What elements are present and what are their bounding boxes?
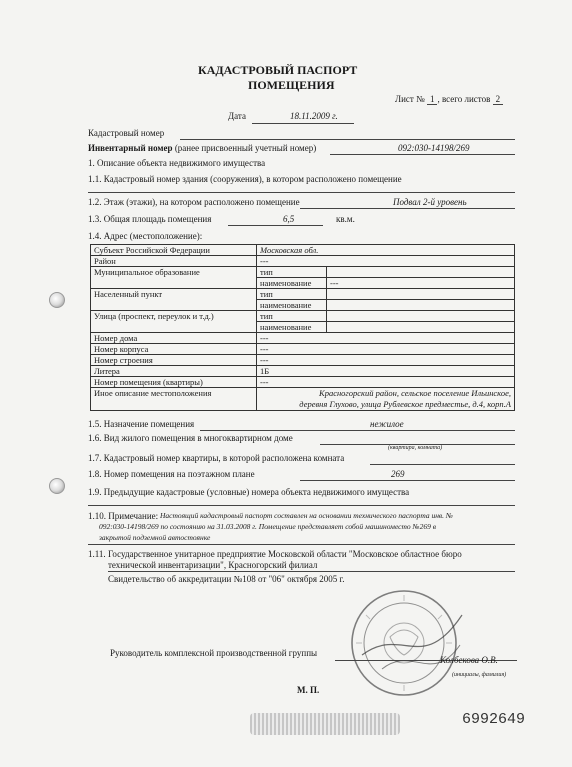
address-row-value: ---: [257, 355, 515, 366]
date-label: Дата: [228, 111, 246, 121]
inventory-number-value: 092:030-14198/269: [398, 143, 470, 153]
document-serial-number: 6992649: [462, 711, 526, 728]
note-line-3: закрытой подземной автостоянке: [99, 533, 211, 542]
punch-hole-bottom: [49, 478, 65, 494]
address-row-label: Номер помещения (квартиры): [91, 377, 257, 388]
date-value: 18.11.2009 г.: [290, 111, 338, 121]
section-1-heading: 1. Описание объекта недвижимого имущества: [88, 158, 266, 168]
document-barcode: [250, 713, 400, 735]
address-row-sublabel: тип: [257, 289, 327, 300]
address-row-label: Литера: [91, 366, 257, 377]
address-row-label: Номер строения: [91, 355, 257, 366]
note-line-1: Настоящий кадастровый паспорт составлен на основании технического паспорта инв. №: [160, 511, 454, 520]
accreditation-line: Свидетельство об аккредитации №108 от "06" октября 2005 г.: [108, 574, 345, 584]
section-1-8-value: 269: [391, 469, 405, 479]
address-row-house: [91, 333, 515, 344]
inventory-number-suffix: (ранее присвоенный учетный номер): [174, 143, 317, 153]
address-table: [90, 244, 515, 411]
title-line-2: ПОМЕЩЕНИЯ: [248, 78, 335, 92]
address-row-label: Номер корпуса: [91, 344, 257, 355]
address-row-label: Населенный пункт: [91, 289, 257, 311]
address-row-sublabel: тип: [257, 267, 327, 278]
section-1-6-label: 1.6. Вид жилого помещения в многоквартирном доме: [88, 433, 293, 443]
title-line-1: КАДАСТРОВЫЙ ПАСПОРТ: [198, 63, 358, 77]
section-1-5-label: 1.5. Назначение помещения: [88, 419, 195, 429]
address-row-other: [91, 388, 515, 411]
section-1-7-label: 1.7. Кадастровый номер квартиры, в которой расположена комната: [88, 453, 345, 463]
cadastral-number-label: Кадастровый номер: [88, 128, 165, 138]
section-1-6-hint: (квартира, комната): [388, 445, 443, 451]
section-1-4-label: 1.4. Адрес (местоположение):: [88, 231, 203, 241]
section-1-3-label: 1.3. Общая площадь помещения: [88, 214, 212, 224]
address-row-subject: [91, 245, 515, 256]
address-row-value: [327, 267, 515, 278]
head-of-group-label: Руководитель комплексной производственной группы: [110, 648, 318, 658]
section-1-5-value: нежилое: [370, 419, 404, 429]
address-row-value: ---: [327, 278, 515, 289]
address-row-letter: [91, 366, 515, 377]
address-row-value: [327, 300, 515, 311]
address-row-sublabel: наименование: [257, 322, 327, 333]
section-1-10-label: 1.10. Примечание:: [88, 511, 159, 521]
address-row-label: Улица (проспект, переулок и т.д.): [91, 311, 257, 333]
address-row-value: [327, 289, 515, 300]
sheet-info: [395, 94, 503, 104]
inventory-number: [88, 143, 316, 153]
address-row-label: Иное описание местоположения: [91, 388, 257, 411]
address-row-street: [91, 311, 515, 322]
address-row-sublabel: наименование: [257, 300, 327, 311]
section-1-1-label: 1.1. Кадастровый номер здания (сооружения), в котором расположено помещение: [88, 174, 402, 184]
address-row-district: [91, 256, 515, 267]
address-row-label: Муниципальное образование: [91, 267, 257, 289]
section-1-3-value: 6,5: [283, 214, 295, 224]
address-row-label: Субъект Российской Федерации: [91, 245, 257, 256]
mp-label: М. П.: [297, 685, 320, 695]
address-row-value: [257, 388, 515, 411]
section-1-3-unit: кв.м.: [336, 214, 355, 224]
address-row-settlement: [91, 289, 515, 300]
signer-hint: (инициалы, фамилия): [452, 672, 507, 678]
address-row-value: [327, 311, 515, 322]
address-row-value: [327, 322, 515, 333]
address-row-label: Район: [91, 256, 257, 267]
punch-hole-top: [49, 292, 65, 308]
address-row-municipality: [91, 267, 515, 278]
address-row-building: [91, 344, 515, 355]
address-row-value: ---: [257, 377, 515, 388]
section-1-8-label: 1.8. Номер помещения на поэтажном плане: [88, 469, 255, 479]
address-row-room: [91, 377, 515, 388]
address-row-sublabel: наименование: [257, 278, 327, 289]
inventory-number-label: Инвентарный номер: [88, 143, 173, 153]
organization-line-1: Государственное унитарное предприятие Московской области "Московское областное бюро: [108, 549, 462, 559]
signer-name: Колбекова О.В.: [440, 655, 498, 665]
address-row-sublabel: тип: [257, 311, 327, 322]
address-row-value: ---: [257, 344, 515, 355]
address-row-value: ---: [257, 256, 515, 267]
sheet-number: 1: [427, 94, 438, 105]
address-row-label: Номер дома: [91, 333, 257, 344]
section-1-2-value: Подвал 2-й уровень: [393, 197, 467, 207]
note-line-2: 092:030-14198/269 по состоянию на 31.03.2008 г. Помещение представляет собой машиноместо №269 в: [99, 522, 437, 531]
section-1-11-label: 1.11.: [88, 549, 106, 559]
sheets-total-label: , всего листов: [437, 94, 491, 104]
official-seal-stamp: [342, 585, 472, 703]
address-row-structure: [91, 355, 515, 366]
section-1-2-label: 1.2. Этаж (этажи), на котором расположено помещение: [88, 197, 300, 207]
sheet-label: Лист №: [395, 94, 425, 104]
sheets-total: 2: [493, 94, 504, 105]
address-row-value: ---: [257, 333, 515, 344]
address-row-value: Московская обл.: [257, 245, 515, 256]
address-row-value: 1Б: [257, 366, 515, 377]
address-other-line-1: Красногорский район, сельское поселение Ильинское,: [319, 388, 511, 398]
section-1-9-label: 1.9. Предыдущие кадастровые (условные) номера объекта недвижимого имущества: [88, 487, 410, 497]
organization-line-2: технической инвентаризации", Красногорский филиал: [108, 560, 318, 570]
address-other-line-2: деревня Глухово, улица Рублевское предместье, д.4, корп.А: [299, 399, 511, 409]
